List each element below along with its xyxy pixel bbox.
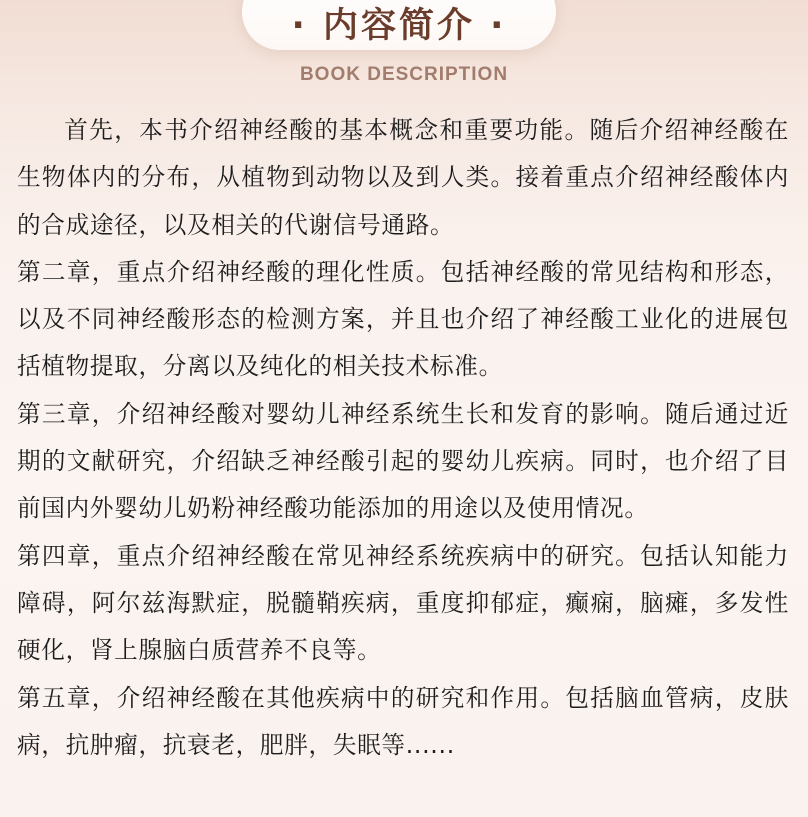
chapter-4-paragraph: 第四章，重点介绍神经酸在常见神经系统疾病中的研究。包括认知能力障碍，阿尔兹海默症，脱髓鞘疾病，重度抑郁症，癫痫，脑瘫，多发性硬化，肾上腺脑白质营养不良等。 [17, 541, 789, 665]
header-title-badge [242, 0, 556, 50]
book-description-body [17, 107, 789, 769]
intro-paragraph: 首先，本书介绍神经酸的基本概念和重要功能。随后介绍神经酸在生物体内的分布，从植物到动物以及到人类。接着重点介绍神经酸体内的合成途径，以及相关的代谢信号通路。 [17, 116, 789, 239]
chapter-5-paragraph: 第五章，介绍神经酸在其他疾病中的研究和作用。包括脑血管病，皮肤病，抗肿瘤，抗衰老，肥胖，失眠等...... [17, 683, 789, 759]
chapter-3-paragraph: 第三章，介绍神经酸对婴幼儿神经系统生长和发育的影响。随后通过近期的文献研究，介绍缺乏神经酸引起的婴幼儿疾病。同时，也介绍了目前国内外婴幼儿奶粉神经酸功能添加的用途以及使用情况。 [17, 399, 789, 523]
chapter-2-paragraph: 第二章，重点介绍神经酸的理化性质。包括神经酸的常见结构和形态，以及不同神经酸形态的检测方案，并且也介绍了神经酸工业化的进展包括植物提取，分离以及纯化的相关技术标准。 [17, 257, 789, 381]
section-subtitle: BOOK DESCRIPTION [299, 64, 509, 85]
section-title: · 内容简介 · [291, 6, 507, 46]
